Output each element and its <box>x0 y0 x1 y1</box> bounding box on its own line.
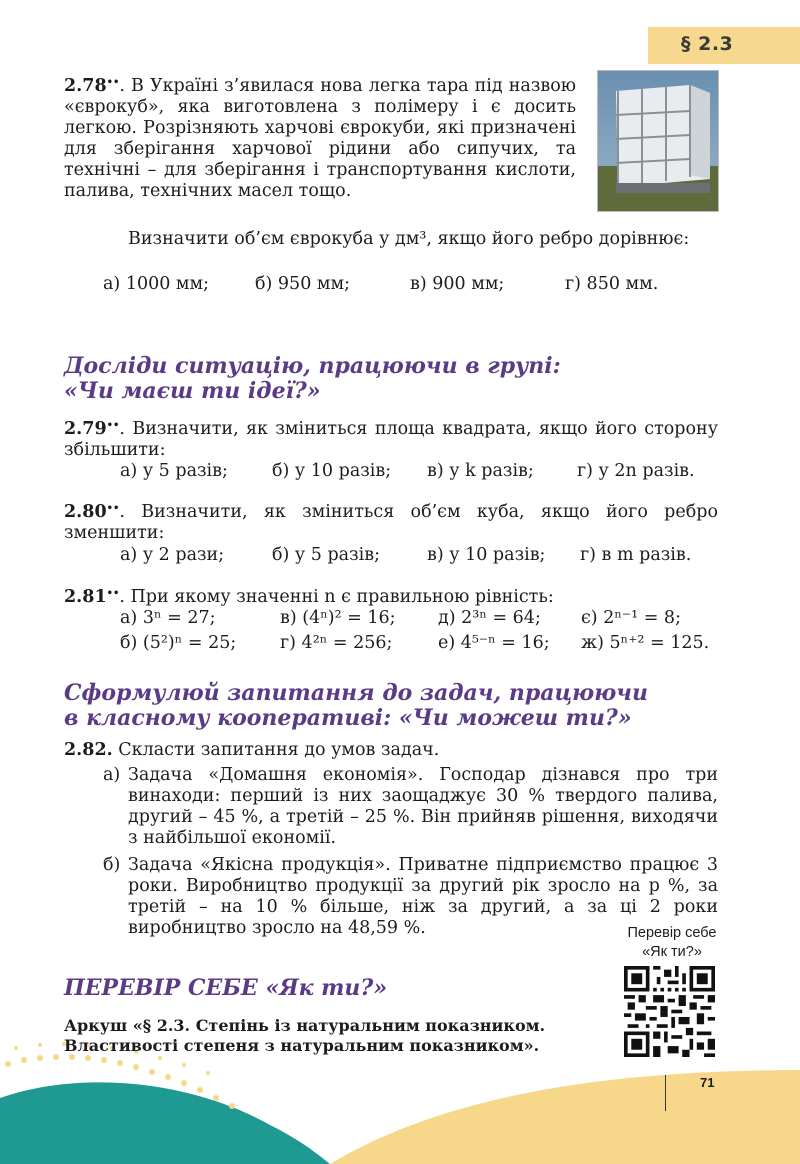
worksheet-reference <box>64 1016 624 1056</box>
problem-2-78-text: 2.78••. В Україні з’явилася нова легка тара під назвою «єврокуб», яка виготовлена з полімеру і є досить легкою. Розрізняють харчові єврокуби, які призначені для зберігання харчової рідини або сипучих, та технічні – для зберігання і транспортування кислоти, палива, технічних масел тощо. <box>64 76 576 201</box>
heading-check-yourself: ПЕРЕВІР СЕБЕ «Як ти?» <box>64 975 388 1001</box>
page-number-divider <box>665 1075 666 1111</box>
option: б) 950 мм; <box>255 274 351 294</box>
option: б) у 10 разів; <box>272 461 392 481</box>
option: а) 1000 мм; <box>103 274 210 294</box>
option: в) у k разів; <box>427 461 534 481</box>
qr-code-icon[interactable] <box>624 966 715 1057</box>
heading-cooperative <box>64 681 744 731</box>
bottom-wave-decoration <box>0 1040 800 1164</box>
section-tab <box>648 27 800 64</box>
subproblem-b-text: Задача «Якісна продукція». Приватне підприємство працює 3 роки. Виробництво продукції за другий рік зросло на p %, за третій – на 10 % більше, ніж за другий, а за ці 2 роки виробництво зросло на 48,59 %. <box>128 855 718 938</box>
eurocube-photo <box>597 70 719 212</box>
equation: в) (4ⁿ)² = 16; <box>280 608 396 628</box>
problem-2-80-text: 2.80••. Визначити, як зміниться об’єм куба, якщо його ребро зменшити: <box>64 502 718 543</box>
problem-2-78-question: Визначити об’єм єврокуба у дм³, якщо його ребро дорівнює: <box>128 229 690 249</box>
heading-line: «Чи маєш ти ідеї?» <box>64 378 321 404</box>
heading-line: Сформулюй запитання до задач, працюючи <box>64 680 648 706</box>
yellow-wave <box>330 1070 800 1164</box>
problem-2-81-text: 2.81••. При якому значенні n є правильною рівність: <box>64 587 554 607</box>
teal-wave <box>0 1082 330 1164</box>
worksheet-line: Аркуш «§ 2.3. Степінь із натуральним показником. <box>64 1016 546 1035</box>
option: г) 850 мм. <box>565 274 659 294</box>
problem-2-78-options <box>103 274 693 295</box>
option: в) у 10 разів; <box>427 545 546 565</box>
problem-2-81-row-2 <box>120 633 720 654</box>
problem-number: 2.78•• <box>64 76 120 96</box>
problem-number: 2.82. <box>64 740 113 760</box>
option: а) у 2 рази; <box>120 545 225 565</box>
equation: е) 4⁵⁻ⁿ = 16; <box>438 633 550 653</box>
problem-number: 2.79•• <box>64 419 120 439</box>
option: в) 900 мм; <box>410 274 505 294</box>
equation: є) 2ⁿ⁻¹ = 8; <box>581 608 681 628</box>
worksheet-line: Властивості степеня з натуральним показником». <box>64 1036 540 1055</box>
qr-caption-line: «Як ти?» <box>642 944 702 960</box>
option: г) в m разів. <box>580 545 692 565</box>
problem-number: 2.80•• <box>64 502 120 522</box>
problem-2-79-text: 2.79••. Визначити, як зміниться площа квадрата, якщо його сторону збільшити: <box>64 419 718 460</box>
problem-2-80-options <box>120 545 720 566</box>
problem-2-82-text: 2.82. Скласти запитання до умов задач. <box>64 740 440 760</box>
problem-2-81-row-1 <box>120 608 720 629</box>
heading-line: в класному кооперативі: «Чи можеш ти?» <box>64 705 632 731</box>
problem-number: 2.81•• <box>64 587 120 607</box>
equation: ж) 5ⁿ⁺² = 125. <box>581 633 710 653</box>
option: г) у 2n разів. <box>577 461 695 481</box>
option: а) у 5 разів; <box>120 461 228 481</box>
problem-2-79-options <box>120 461 720 482</box>
subproblem-a-text: Задача «Домашня економія». Господар дізнався про три винаходи: перший із них заощаджує 30 % твердого палива, другий – 45 %, а третій – 25 %. Він прийняв рішення, виходячи з найбільшої економії. <box>128 765 718 848</box>
subproblem-b-label: б) <box>103 855 121 875</box>
qr-caption <box>608 924 736 962</box>
equation: г) 4²ⁿ = 256; <box>280 633 393 653</box>
option: б) у 5 разів; <box>272 545 381 565</box>
heading-line: Досліди ситуацію, працюючи в групі: <box>64 353 561 379</box>
heading-group-work <box>64 354 664 404</box>
page-number: 71 <box>700 1075 715 1090</box>
eurocube-image <box>598 71 718 211</box>
equation: а) 3ⁿ = 27; <box>120 608 216 628</box>
equation: б) (5²)ⁿ = 25; <box>120 633 237 653</box>
subproblem-a-label: а) <box>103 765 121 785</box>
equation: д) 2³ⁿ = 64; <box>438 608 541 628</box>
qr-caption-line: Перевір себе <box>627 925 717 941</box>
section-label: § 2.3 <box>681 33 734 55</box>
